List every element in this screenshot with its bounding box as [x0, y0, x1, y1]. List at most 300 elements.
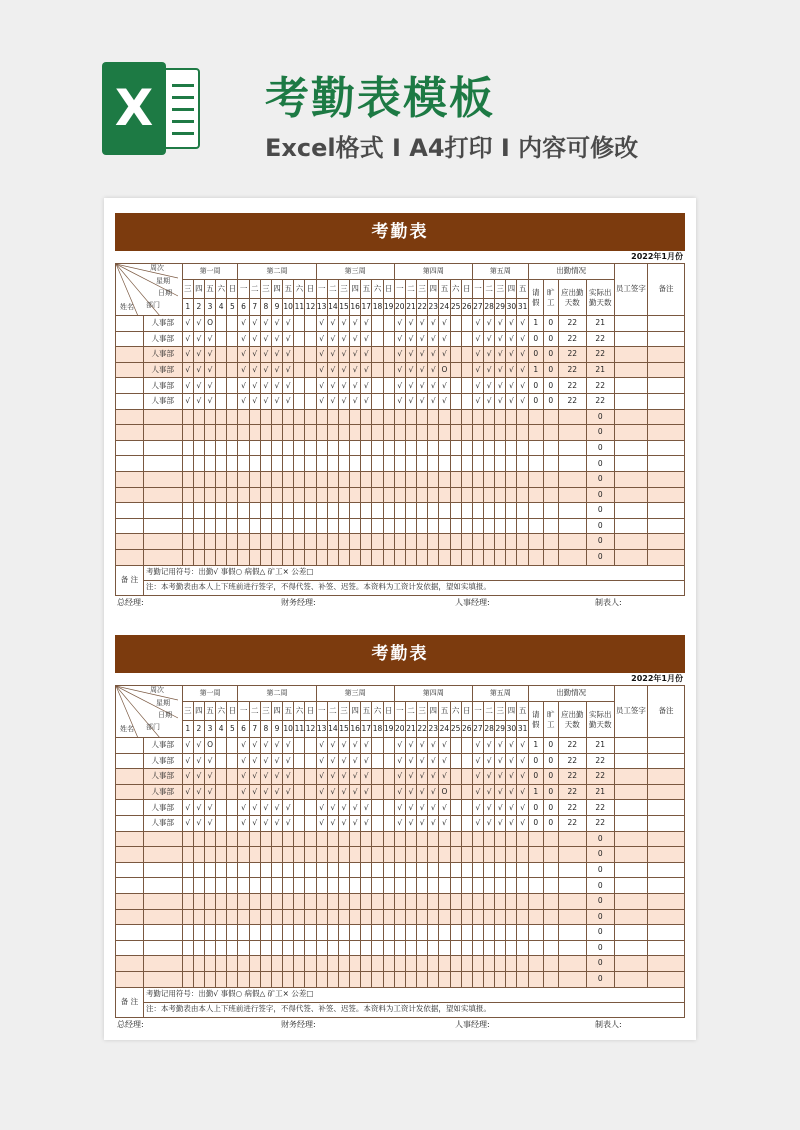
attendance-mark-cell[interactable]: √: [495, 316, 506, 332]
attendance-mark-cell[interactable]: [294, 549, 305, 565]
attendance-mark-cell[interactable]: √: [417, 347, 428, 363]
attendance-mark-cell[interactable]: √: [394, 753, 405, 769]
attendance-mark-cell[interactable]: √: [204, 393, 215, 409]
dept-cell[interactable]: 人事部: [143, 347, 182, 363]
attendance-mark-cell[interactable]: [495, 534, 506, 550]
attendance-mark-cell[interactable]: [405, 940, 416, 956]
attendance-mark-cell[interactable]: [271, 409, 282, 425]
attendance-mark-cell[interactable]: √: [238, 738, 249, 754]
attendance-mark-cell[interactable]: [305, 518, 316, 534]
attendance-mark-cell[interactable]: √: [484, 316, 495, 332]
attendance-mark-cell[interactable]: [204, 925, 215, 941]
due-days-cell[interactable]: [558, 940, 586, 956]
attendance-mark-cell[interactable]: [316, 909, 327, 925]
attendance-mark-cell[interactable]: √: [506, 347, 517, 363]
attendance-mark-cell[interactable]: [182, 878, 193, 894]
attendance-mark-cell[interactable]: √: [517, 393, 528, 409]
attendance-mark-cell[interactable]: [294, 518, 305, 534]
attendance-mark-cell[interactable]: √: [283, 784, 294, 800]
remark-cell[interactable]: [648, 893, 685, 909]
attendance-mark-cell[interactable]: [216, 815, 227, 831]
employee-sign-cell[interactable]: [614, 362, 647, 378]
attendance-mark-cell[interactable]: [450, 753, 461, 769]
dept-cell[interactable]: [143, 409, 182, 425]
attendance-mark-cell[interactable]: [383, 518, 394, 534]
attendance-mark-cell[interactable]: √: [506, 769, 517, 785]
due-days-cell[interactable]: 22: [558, 362, 586, 378]
attendance-mark-cell[interactable]: √: [260, 753, 271, 769]
attendance-mark-cell[interactable]: √: [182, 393, 193, 409]
leave-cell[interactable]: 1: [528, 362, 543, 378]
attendance-mark-cell[interactable]: [383, 753, 394, 769]
attendance-mark-cell[interactable]: √: [417, 800, 428, 816]
attendance-mark-cell[interactable]: [283, 409, 294, 425]
attendance-mark-cell[interactable]: √: [271, 784, 282, 800]
leave-cell[interactable]: [528, 425, 543, 441]
attendance-mark-cell[interactable]: [216, 940, 227, 956]
absent-cell[interactable]: 0: [543, 331, 558, 347]
attendance-mark-cell[interactable]: √: [405, 753, 416, 769]
leave-cell[interactable]: [528, 456, 543, 472]
leave-cell[interactable]: 0: [528, 800, 543, 816]
attendance-mark-cell[interactable]: [361, 893, 372, 909]
attendance-mark-cell[interactable]: [506, 549, 517, 565]
attendance-mark-cell[interactable]: [305, 549, 316, 565]
dept-cell[interactable]: [143, 878, 182, 894]
attendance-mark-cell[interactable]: [227, 378, 238, 394]
attendance-mark-cell[interactable]: [383, 549, 394, 565]
attendance-mark-cell[interactable]: [316, 862, 327, 878]
attendance-mark-cell[interactable]: [204, 956, 215, 972]
attendance-mark-cell[interactable]: [361, 456, 372, 472]
due-days-cell[interactable]: 22: [558, 316, 586, 332]
attendance-mark-cell[interactable]: [394, 471, 405, 487]
attendance-mark-cell[interactable]: [506, 425, 517, 441]
attendance-mark-cell[interactable]: [271, 909, 282, 925]
attendance-mark-cell[interactable]: [472, 847, 483, 863]
attendance-mark-cell[interactable]: [450, 784, 461, 800]
dept-cell[interactable]: [143, 862, 182, 878]
attendance-mark-cell[interactable]: √: [361, 753, 372, 769]
attendance-mark-cell[interactable]: √: [417, 393, 428, 409]
attendance-mark-cell[interactable]: [450, 347, 461, 363]
attendance-mark-cell[interactable]: O: [439, 362, 450, 378]
attendance-mark-cell[interactable]: [383, 409, 394, 425]
attendance-mark-cell[interactable]: [428, 831, 439, 847]
attendance-mark-cell[interactable]: √: [316, 347, 327, 363]
attendance-mark-cell[interactable]: [439, 831, 450, 847]
attendance-mark-cell[interactable]: [271, 878, 282, 894]
attendance-mark-cell[interactable]: √: [238, 393, 249, 409]
attendance-mark-cell[interactable]: [283, 503, 294, 519]
attendance-mark-cell[interactable]: [227, 487, 238, 503]
attendance-mark-cell[interactable]: [271, 425, 282, 441]
attendance-mark-cell[interactable]: [405, 471, 416, 487]
attendance-mark-cell[interactable]: [461, 503, 472, 519]
attendance-mark-cell[interactable]: [383, 909, 394, 925]
attendance-mark-cell[interactable]: √: [327, 769, 338, 785]
attendance-mark-cell[interactable]: [227, 784, 238, 800]
attendance-mark-cell[interactable]: [271, 440, 282, 456]
attendance-mark-cell[interactable]: [517, 971, 528, 987]
attendance-mark-cell[interactable]: √: [484, 378, 495, 394]
employee-sign-cell[interactable]: [614, 784, 647, 800]
attendance-mark-cell[interactable]: [372, 347, 383, 363]
attendance-mark-cell[interactable]: [472, 893, 483, 909]
attendance-mark-cell[interactable]: [461, 440, 472, 456]
attendance-mark-cell[interactable]: [394, 971, 405, 987]
attendance-mark-cell[interactable]: [271, 956, 282, 972]
attendance-mark-cell[interactable]: √: [484, 753, 495, 769]
attendance-mark-cell[interactable]: [495, 440, 506, 456]
attendance-mark-cell[interactable]: [394, 847, 405, 863]
due-days-cell[interactable]: 22: [558, 331, 586, 347]
attendance-mark-cell[interactable]: √: [417, 815, 428, 831]
attendance-mark-cell[interactable]: [484, 893, 495, 909]
attendance-mark-cell[interactable]: [394, 862, 405, 878]
name-cell[interactable]: [116, 393, 144, 409]
attendance-mark-cell[interactable]: [294, 862, 305, 878]
attendance-mark-cell[interactable]: [238, 862, 249, 878]
attendance-mark-cell[interactable]: O: [204, 316, 215, 332]
absent-cell[interactable]: 0: [543, 362, 558, 378]
attendance-mark-cell[interactable]: [461, 425, 472, 441]
attendance-mark-cell[interactable]: √: [338, 331, 349, 347]
attendance-mark-cell[interactable]: [260, 956, 271, 972]
attendance-mark-cell[interactable]: [506, 878, 517, 894]
attendance-mark-cell[interactable]: [517, 847, 528, 863]
attendance-mark-cell[interactable]: √: [182, 753, 193, 769]
attendance-mark-cell[interactable]: [383, 769, 394, 785]
attendance-mark-cell[interactable]: [305, 534, 316, 550]
attendance-mark-cell[interactable]: [283, 471, 294, 487]
attendance-mark-cell[interactable]: [283, 893, 294, 909]
attendance-mark-cell[interactable]: [428, 925, 439, 941]
attendance-mark-cell[interactable]: √: [260, 331, 271, 347]
attendance-mark-cell[interactable]: [260, 940, 271, 956]
attendance-mark-cell[interactable]: [227, 549, 238, 565]
actual-days-cell[interactable]: 0: [586, 409, 614, 425]
attendance-mark-cell[interactable]: [417, 487, 428, 503]
leave-cell[interactable]: 1: [528, 784, 543, 800]
attendance-mark-cell[interactable]: O: [204, 738, 215, 754]
attendance-mark-cell[interactable]: [227, 925, 238, 941]
attendance-mark-cell[interactable]: [428, 409, 439, 425]
attendance-mark-cell[interactable]: [294, 456, 305, 472]
remark-cell[interactable]: [648, 549, 685, 565]
attendance-mark-cell[interactable]: [472, 440, 483, 456]
attendance-mark-cell[interactable]: [216, 316, 227, 332]
attendance-mark-cell[interactable]: [428, 940, 439, 956]
attendance-mark-cell[interactable]: √: [405, 393, 416, 409]
due-days-cell[interactable]: 22: [558, 800, 586, 816]
absent-cell[interactable]: [543, 971, 558, 987]
actual-days-cell[interactable]: 22: [586, 331, 614, 347]
dept-cell[interactable]: 人事部: [143, 769, 182, 785]
attendance-mark-cell[interactable]: [327, 893, 338, 909]
attendance-mark-cell[interactable]: [193, 909, 204, 925]
attendance-mark-cell[interactable]: √: [204, 753, 215, 769]
remark-cell[interactable]: [648, 471, 685, 487]
attendance-mark-cell[interactable]: √: [260, 800, 271, 816]
attendance-mark-cell[interactable]: [405, 862, 416, 878]
attendance-mark-cell[interactable]: [294, 753, 305, 769]
attendance-mark-cell[interactable]: [327, 940, 338, 956]
attendance-mark-cell[interactable]: [204, 487, 215, 503]
attendance-mark-cell[interactable]: √: [428, 815, 439, 831]
attendance-mark-cell[interactable]: [461, 862, 472, 878]
attendance-mark-cell[interactable]: [249, 956, 260, 972]
attendance-mark-cell[interactable]: √: [182, 769, 193, 785]
attendance-mark-cell[interactable]: √: [484, 347, 495, 363]
attendance-mark-cell[interactable]: √: [472, 362, 483, 378]
attendance-mark-cell[interactable]: [350, 471, 361, 487]
dept-cell[interactable]: [143, 549, 182, 565]
attendance-mark-cell[interactable]: [316, 425, 327, 441]
attendance-mark-cell[interactable]: √: [484, 393, 495, 409]
remark-cell[interactable]: [648, 769, 685, 785]
attendance-mark-cell[interactable]: √: [506, 738, 517, 754]
attendance-mark-cell[interactable]: [361, 909, 372, 925]
remark-cell[interactable]: [648, 878, 685, 894]
employee-sign-cell[interactable]: [614, 393, 647, 409]
due-days-cell[interactable]: [558, 425, 586, 441]
attendance-mark-cell[interactable]: [495, 925, 506, 941]
attendance-mark-cell[interactable]: [260, 909, 271, 925]
attendance-mark-cell[interactable]: [428, 971, 439, 987]
absent-cell[interactable]: [543, 518, 558, 534]
attendance-mark-cell[interactable]: √: [428, 393, 439, 409]
attendance-mark-cell[interactable]: [193, 847, 204, 863]
attendance-mark-cell[interactable]: [327, 925, 338, 941]
attendance-mark-cell[interactable]: √: [327, 347, 338, 363]
attendance-mark-cell[interactable]: √: [394, 784, 405, 800]
attendance-mark-cell[interactable]: √: [361, 393, 372, 409]
attendance-mark-cell[interactable]: [439, 425, 450, 441]
attendance-mark-cell[interactable]: [372, 487, 383, 503]
name-cell[interactable]: [116, 378, 144, 394]
attendance-mark-cell[interactable]: √: [439, 393, 450, 409]
attendance-mark-cell[interactable]: [316, 847, 327, 863]
attendance-mark-cell[interactable]: [216, 362, 227, 378]
attendance-mark-cell[interactable]: √: [405, 769, 416, 785]
leave-cell[interactable]: [528, 440, 543, 456]
attendance-mark-cell[interactable]: [227, 471, 238, 487]
attendance-mark-cell[interactable]: [283, 847, 294, 863]
name-cell[interactable]: [116, 518, 144, 534]
employee-sign-cell[interactable]: [614, 409, 647, 425]
attendance-mark-cell[interactable]: [372, 971, 383, 987]
employee-sign-cell[interactable]: [614, 518, 647, 534]
attendance-mark-cell[interactable]: [193, 940, 204, 956]
attendance-mark-cell[interactable]: [461, 847, 472, 863]
dept-cell[interactable]: 人事部: [143, 331, 182, 347]
attendance-mark-cell[interactable]: [383, 893, 394, 909]
due-days-cell[interactable]: 22: [558, 769, 586, 785]
due-days-cell[interactable]: [558, 503, 586, 519]
attendance-mark-cell[interactable]: [372, 847, 383, 863]
attendance-mark-cell[interactable]: [428, 893, 439, 909]
attendance-mark-cell[interactable]: [283, 518, 294, 534]
attendance-mark-cell[interactable]: √: [260, 347, 271, 363]
attendance-mark-cell[interactable]: [216, 471, 227, 487]
attendance-mark-cell[interactable]: [249, 831, 260, 847]
attendance-mark-cell[interactable]: [182, 440, 193, 456]
attendance-mark-cell[interactable]: √: [316, 331, 327, 347]
attendance-mark-cell[interactable]: [227, 534, 238, 550]
attendance-mark-cell[interactable]: [361, 425, 372, 441]
attendance-mark-cell[interactable]: √: [428, 753, 439, 769]
dept-cell[interactable]: [143, 440, 182, 456]
attendance-mark-cell[interactable]: [461, 549, 472, 565]
attendance-mark-cell[interactable]: [216, 409, 227, 425]
attendance-mark-cell[interactable]: [461, 956, 472, 972]
attendance-mark-cell[interactable]: √: [439, 378, 450, 394]
leave-cell[interactable]: [528, 925, 543, 941]
attendance-mark-cell[interactable]: [305, 753, 316, 769]
attendance-mark-cell[interactable]: [182, 925, 193, 941]
attendance-mark-cell[interactable]: [417, 893, 428, 909]
attendance-mark-cell[interactable]: [305, 503, 316, 519]
attendance-mark-cell[interactable]: √: [260, 362, 271, 378]
attendance-mark-cell[interactable]: [305, 409, 316, 425]
attendance-mark-cell[interactable]: [227, 909, 238, 925]
remark-cell[interactable]: [648, 956, 685, 972]
attendance-mark-cell[interactable]: √: [417, 738, 428, 754]
attendance-mark-cell[interactable]: [383, 534, 394, 550]
dept-cell[interactable]: [143, 925, 182, 941]
attendance-mark-cell[interactable]: √: [238, 316, 249, 332]
attendance-mark-cell[interactable]: [372, 456, 383, 472]
attendance-mark-cell[interactable]: [204, 534, 215, 550]
attendance-mark-cell[interactable]: [182, 409, 193, 425]
employee-sign-cell[interactable]: [614, 503, 647, 519]
attendance-mark-cell[interactable]: [204, 909, 215, 925]
attendance-mark-cell[interactable]: [227, 331, 238, 347]
attendance-mark-cell[interactable]: √: [238, 815, 249, 831]
absent-cell[interactable]: [543, 956, 558, 972]
attendance-mark-cell[interactable]: [294, 940, 305, 956]
leave-cell[interactable]: 0: [528, 331, 543, 347]
attendance-mark-cell[interactable]: [495, 956, 506, 972]
attendance-mark-cell[interactable]: √: [484, 800, 495, 816]
attendance-mark-cell[interactable]: [350, 878, 361, 894]
attendance-mark-cell[interactable]: √: [350, 769, 361, 785]
leave-cell[interactable]: [528, 893, 543, 909]
leave-cell[interactable]: [528, 471, 543, 487]
attendance-mark-cell[interactable]: √: [495, 378, 506, 394]
attendance-mark-cell[interactable]: [517, 862, 528, 878]
absent-cell[interactable]: [543, 847, 558, 863]
attendance-mark-cell[interactable]: √: [394, 393, 405, 409]
attendance-mark-cell[interactable]: √: [517, 753, 528, 769]
attendance-mark-cell[interactable]: √: [361, 784, 372, 800]
due-days-cell[interactable]: [558, 456, 586, 472]
attendance-mark-cell[interactable]: [472, 456, 483, 472]
attendance-mark-cell[interactable]: [405, 409, 416, 425]
attendance-mark-cell[interactable]: [249, 471, 260, 487]
employee-sign-cell[interactable]: [614, 549, 647, 565]
attendance-mark-cell[interactable]: √: [495, 362, 506, 378]
attendance-mark-cell[interactable]: [361, 956, 372, 972]
attendance-mark-cell[interactable]: [417, 940, 428, 956]
attendance-mark-cell[interactable]: √: [405, 815, 416, 831]
attendance-mark-cell[interactable]: [327, 487, 338, 503]
attendance-mark-cell[interactable]: √: [271, 393, 282, 409]
attendance-mark-cell[interactable]: [517, 956, 528, 972]
attendance-mark-cell[interactable]: √: [249, 331, 260, 347]
attendance-mark-cell[interactable]: [216, 487, 227, 503]
remark-cell[interactable]: [648, 925, 685, 941]
attendance-mark-cell[interactable]: [372, 409, 383, 425]
attendance-mark-cell[interactable]: [305, 425, 316, 441]
name-cell[interactable]: [116, 456, 144, 472]
attendance-mark-cell[interactable]: √: [472, 331, 483, 347]
attendance-mark-cell[interactable]: [216, 347, 227, 363]
absent-cell[interactable]: [543, 425, 558, 441]
attendance-mark-cell[interactable]: [405, 534, 416, 550]
attendance-mark-cell[interactable]: [238, 956, 249, 972]
attendance-mark-cell[interactable]: [193, 534, 204, 550]
attendance-mark-cell[interactable]: [260, 503, 271, 519]
leave-cell[interactable]: [528, 971, 543, 987]
leave-cell[interactable]: [528, 847, 543, 863]
attendance-mark-cell[interactable]: [260, 440, 271, 456]
attendance-mark-cell[interactable]: [450, 378, 461, 394]
attendance-mark-cell[interactable]: [417, 862, 428, 878]
attendance-mark-cell[interactable]: √: [327, 784, 338, 800]
attendance-mark-cell[interactable]: [193, 956, 204, 972]
attendance-mark-cell[interactable]: [327, 456, 338, 472]
remark-cell[interactable]: [648, 487, 685, 503]
attendance-mark-cell[interactable]: √: [517, 815, 528, 831]
attendance-mark-cell[interactable]: [394, 440, 405, 456]
attendance-mark-cell[interactable]: √: [484, 362, 495, 378]
attendance-mark-cell[interactable]: [249, 456, 260, 472]
due-days-cell[interactable]: 22: [558, 393, 586, 409]
attendance-mark-cell[interactable]: √: [327, 815, 338, 831]
attendance-mark-cell[interactable]: [316, 940, 327, 956]
attendance-mark-cell[interactable]: [450, 909, 461, 925]
attendance-mark-cell[interactable]: √: [350, 378, 361, 394]
attendance-mark-cell[interactable]: √: [350, 815, 361, 831]
attendance-mark-cell[interactable]: [294, 815, 305, 831]
attendance-mark-cell[interactable]: [450, 769, 461, 785]
attendance-mark-cell[interactable]: √: [439, 316, 450, 332]
attendance-mark-cell[interactable]: [249, 518, 260, 534]
attendance-mark-cell[interactable]: [193, 971, 204, 987]
leave-cell[interactable]: 0: [528, 815, 543, 831]
dept-cell[interactable]: 人事部: [143, 753, 182, 769]
attendance-mark-cell[interactable]: √: [472, 753, 483, 769]
attendance-mark-cell[interactable]: √: [439, 347, 450, 363]
dept-cell[interactable]: [143, 940, 182, 956]
attendance-mark-cell[interactable]: [283, 956, 294, 972]
attendance-mark-cell[interactable]: √: [517, 316, 528, 332]
dept-cell[interactable]: 人事部: [143, 800, 182, 816]
attendance-mark-cell[interactable]: √: [327, 378, 338, 394]
attendance-mark-cell[interactable]: √: [338, 753, 349, 769]
attendance-mark-cell[interactable]: [350, 847, 361, 863]
attendance-mark-cell[interactable]: [428, 847, 439, 863]
attendance-mark-cell[interactable]: √: [271, 815, 282, 831]
attendance-mark-cell[interactable]: [517, 440, 528, 456]
attendance-mark-cell[interactable]: [372, 956, 383, 972]
attendance-mark-cell[interactable]: [450, 893, 461, 909]
attendance-mark-cell[interactable]: √: [495, 769, 506, 785]
attendance-mark-cell[interactable]: [227, 971, 238, 987]
attendance-mark-cell[interactable]: [383, 956, 394, 972]
